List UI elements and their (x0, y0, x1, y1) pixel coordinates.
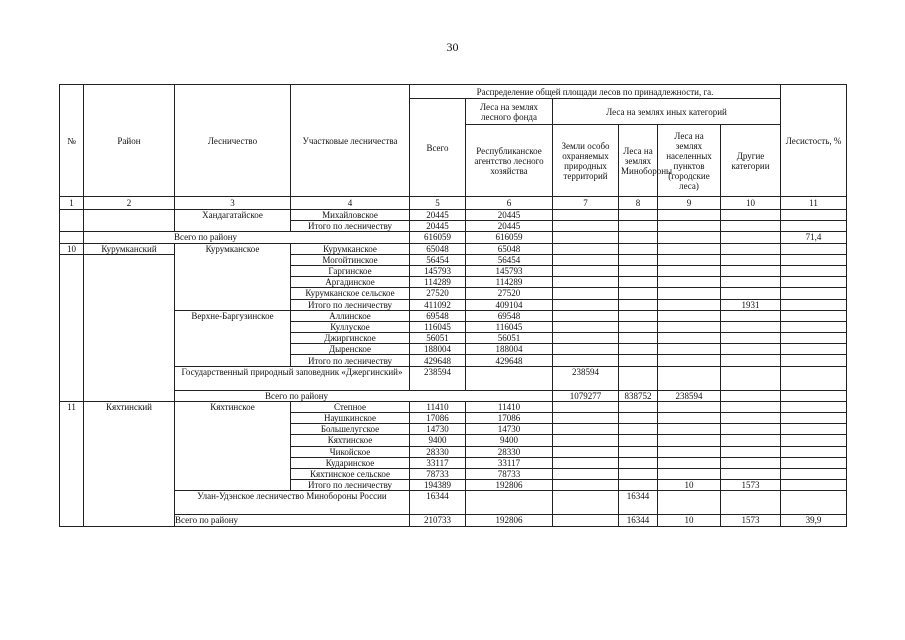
header-oopt: Земли особо охраняемых природных территорий (553, 125, 619, 197)
cell-vsego: 188004 (410, 344, 466, 355)
cell-uchastkovoe: Дыренское (291, 344, 410, 355)
cell-resp: 20445 (466, 210, 553, 221)
header-naselennye: Леса на землях населенных пунктов (городские леса) (658, 125, 721, 197)
cell-uchastkovoe: Аргадинское (291, 277, 410, 288)
cell-resp: 20445 (466, 221, 553, 232)
cell-uchastkovoe: Наушкинское (291, 413, 410, 424)
cell-vsego: 11410 (410, 401, 466, 412)
cell-resp: 78733 (466, 468, 553, 479)
table-row (60, 401, 847, 412)
cell-naselennye: 10 (658, 515, 721, 526)
cell-lesistost: 39,9 (781, 515, 847, 526)
cell-total-label: Всего по району (175, 515, 410, 526)
header-drugie: Другие категории (721, 125, 781, 197)
cell-lesnichestvo: Верхне-Баргузинское (175, 310, 291, 366)
cell-resp: 56454 (466, 254, 553, 265)
cell-resp: 192806 (466, 515, 553, 526)
table-row-total (60, 515, 847, 526)
cell-vsego: 28330 (410, 446, 466, 457)
cell-vsego: 145793 (410, 265, 466, 276)
cell-vsego: 9400 (410, 435, 466, 446)
col-num: 5 (410, 197, 466, 210)
col-num: 1 (60, 197, 84, 210)
cell-no: 11 (60, 401, 84, 526)
header-resp: Республиканское агентство лесного хозяйства (466, 125, 553, 197)
cell-rayon: Курумканский (84, 243, 175, 254)
cell-uchastkovoe: Кударинское (291, 457, 410, 468)
cell-vsego: 33117 (410, 457, 466, 468)
cell-resp: 56051 (466, 333, 553, 344)
cell-resp: 192806 (466, 480, 553, 491)
cell-vsego: 16344 (410, 491, 466, 515)
cell-resp: 838752 (619, 390, 658, 401)
cell-resp: 27520 (466, 288, 553, 299)
cell-no (60, 210, 84, 232)
cell-resp: 429648 (466, 355, 553, 366)
cell-resp: 116045 (466, 321, 553, 332)
cell-resp: 9400 (466, 435, 553, 446)
col-num: 8 (619, 197, 658, 210)
cell-minoborony-label: Улан-Удэнское лесничество Минобороны России (175, 491, 410, 515)
header-vsego: Всего (410, 99, 466, 197)
cell-resp: 17086 (466, 413, 553, 424)
cell-uchastkovoe: Аллинское (291, 310, 410, 321)
cell-vsego: 56454 (410, 254, 466, 265)
cell-uchastkovoe: Степное (291, 401, 410, 412)
col-num: 6 (466, 197, 553, 210)
cell-vsego: 78733 (410, 468, 466, 479)
cell-zapovednik-label: Государственный природный заповедник «Джергинский» (175, 366, 410, 390)
table-row (60, 310, 847, 321)
col-num: 4 (291, 197, 410, 210)
cell-uchastkovoe: Итого по лесничеству (291, 480, 410, 491)
cell-resp: 14730 (466, 424, 553, 435)
cell-uchastkovoe: Кяхтинское сельское (291, 468, 410, 479)
cell-vsego: 194389 (410, 480, 466, 491)
cell-vsego: 116045 (410, 321, 466, 332)
header-minoborony: Леса на землях Минобороны (619, 125, 658, 197)
table-row-total (60, 232, 847, 243)
cell-uchastkovoe: Итого по лесничеству (291, 221, 410, 232)
cell-drugie: 1931 (721, 299, 781, 310)
cell-uchastkovoe: Куллуское (291, 321, 410, 332)
cell-uchastkovoe: Могойтинское (291, 254, 410, 265)
cell-vsego: 20445 (410, 210, 466, 221)
cell-lesnichestvo: Хандагатайское (175, 210, 291, 232)
header-inye: Леса на землях иных категорий (553, 99, 781, 125)
cell-vsego: 114289 (410, 277, 466, 288)
header-uchastkovye: Участковые лесничества (291, 85, 410, 197)
table-row-total (60, 390, 847, 401)
col-num: 2 (84, 197, 175, 210)
cell-vsego: 429648 (410, 355, 466, 366)
cell-minoborony: 16344 (619, 491, 658, 515)
cell-uchastkovoe: Курумканское (291, 243, 410, 254)
cell-total-label: Всего по району (175, 390, 553, 401)
cell-no: 10 (60, 243, 84, 254)
cell-uchastkovoe: Большелугское (291, 424, 410, 435)
cell-resp: 616059 (466, 232, 553, 243)
cell-naselennye: 10 (658, 480, 721, 491)
cell-uchastkovoe: Кяхтинское (291, 435, 410, 446)
cell-resp: 114289 (466, 277, 553, 288)
table-row (60, 366, 847, 390)
cell-oopt: 238594 (553, 366, 619, 390)
cell-uchastkovoe: Итого по лесничеству (291, 299, 410, 310)
cell-drugie: 1573 (721, 480, 781, 491)
table-row (60, 210, 847, 221)
cell-uchastkovoe: Гаргинское (291, 265, 410, 276)
table-header (60, 85, 847, 210)
cell-lesistost: 71,4 (781, 232, 847, 243)
header-group-title: Распределение общей площади лесов по принадлежности, га. (410, 85, 781, 99)
col-num: 10 (721, 197, 781, 210)
cell-resp: 33117 (466, 457, 553, 468)
column-number-row (60, 197, 847, 210)
cell-resp: 65048 (466, 243, 553, 254)
cell-vsego: 69548 (410, 310, 466, 321)
cell-rayon: Кяхтинский (84, 401, 175, 526)
cell-vsego: 1079277 (553, 390, 619, 401)
cell-lesnichestvo: Курумканское (175, 243, 291, 310)
cell-vsego: 20445 (410, 221, 466, 232)
cell-vsego: 65048 (410, 243, 466, 254)
cell-vsego: 238594 (410, 366, 466, 390)
cell-resp: 11410 (466, 401, 553, 412)
table-row (60, 491, 847, 515)
cell-vsego: 411092 (410, 299, 466, 310)
col-num: 3 (175, 197, 291, 210)
cell-vsego: 27520 (410, 288, 466, 299)
header-lesistost: Лесистость, % (781, 85, 847, 197)
header-les-fond: Леса на землях лесного фонда (466, 99, 553, 125)
cell-minoborony: 16344 (619, 515, 658, 526)
header-lesnichestvo: Лесничество (175, 85, 291, 197)
table-row (60, 243, 847, 254)
cell-lesnichestvo: Кяхтинское (175, 401, 291, 491)
cell-uchastkovoe: Джиргинское (291, 333, 410, 344)
cell-resp: 69548 (466, 310, 553, 321)
cell-resp: 28330 (466, 446, 553, 457)
cell-total-label: Всего по району (84, 232, 410, 243)
cell-vsego: 616059 (410, 232, 466, 243)
col-num: 11 (781, 197, 847, 210)
cell-vsego: 17086 (410, 413, 466, 424)
cell-vsego: 14730 (410, 424, 466, 435)
cell-resp: 188004 (466, 344, 553, 355)
page-number: 30 (446, 40, 459, 54)
cell-uchastkovoe: Итого по лесничеству (291, 355, 410, 366)
header-rayon: Район (84, 85, 175, 197)
cell-uchastkovoe: Михайловское (291, 210, 410, 221)
cell-vsego: 56051 (410, 333, 466, 344)
cell-oopt: 238594 (658, 390, 721, 401)
cell-drugie: 1573 (721, 515, 781, 526)
cell-uchastkovoe: Чикойское (291, 446, 410, 457)
col-num: 7 (553, 197, 619, 210)
col-num: 9 (658, 197, 721, 210)
forest-area-table (59, 84, 847, 527)
cell-resp: 145793 (466, 265, 553, 276)
header-no: № (60, 85, 84, 197)
cell-resp: 409104 (466, 299, 553, 310)
cell-rayon (84, 210, 175, 232)
cell-vsego: 210733 (410, 515, 466, 526)
cell-uchastkovoe: Курумканское сельское (291, 288, 410, 299)
